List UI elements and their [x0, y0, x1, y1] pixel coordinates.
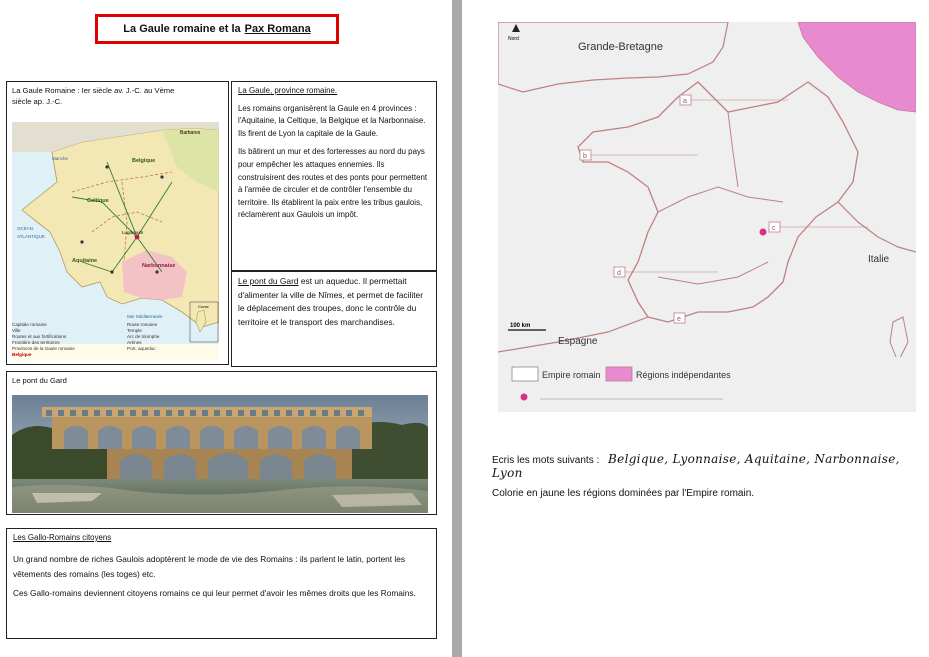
gaul-map-caption	[12, 85, 222, 107]
instruction-color: Colorie en jaune les régions dominées par l'Empire romain.	[492, 488, 755, 499]
scale-label: 100 km	[510, 323, 531, 329]
legend-right-3: Arènes	[127, 340, 142, 345]
letter-e: e	[677, 316, 681, 323]
map-label-ocean: OCÉAN	[17, 226, 34, 231]
title-text: La Gaule romaine et la	[123, 23, 241, 35]
north-label: Nord	[508, 36, 519, 42]
province-para-2: Ils bâtirent un mur et des forteresses au nord du pays pour empêcher les attaques ennemies. Ils construisirent des routes et des ponts pour permettent à l'armée de circuler et de contrôler l'ensemble du territoire. Ils établirent la paix entre les tribus gaulois, réclamèrent aux Gaulois un impôt.	[238, 147, 428, 220]
map-label-manche: Manche	[52, 156, 69, 161]
photo-caption: Le pont du Gard	[12, 376, 67, 385]
map-label-celtique: Celtique	[87, 198, 109, 204]
caption-line-2: siècle ap. J.-C.	[12, 97, 63, 106]
instruction-words: Belgique, Lyonnaise, Aquitaine, Narbonnaise, Lyon	[492, 452, 900, 480]
letter-c: c	[772, 225, 776, 232]
citizens-box	[6, 528, 437, 639]
label-italie: Italie	[868, 254, 890, 265]
map-label-lyon: Lugdunum	[122, 230, 144, 235]
province-box	[231, 81, 437, 271]
page-gutter	[452, 0, 462, 657]
legend-right-4: Port, aqueduc	[127, 346, 156, 351]
map-label-narbonnaise: Narbonnaise	[142, 263, 176, 269]
map-label-corse: Corse	[198, 304, 209, 309]
title-pax-romana: Pax Romana	[244, 23, 311, 35]
map-label-belgique: Belgique	[132, 158, 156, 164]
citizens-heading: Les Gallo-Romains citoyens	[13, 533, 112, 542]
pont-du-gard-photo	[12, 395, 428, 513]
legend-left-1: Ville	[12, 328, 21, 333]
pont-box	[231, 271, 437, 367]
caption-line-1: La Gaule Romaine : Ier siècle av. J.-C. au Vème	[12, 86, 175, 95]
gaul-map-box	[6, 81, 229, 365]
gaul-map-legend	[12, 322, 225, 362]
letter-b: b	[583, 153, 587, 160]
citizens-para-2: Ces Gallo-romains deviennent citoyens romains ce qui leur permet d'avoir les mêmes droits que les Romains.	[13, 587, 416, 598]
right-page	[462, 0, 929, 657]
map-label-aquitaine: Aquitaine	[72, 258, 98, 264]
lyon-marker	[760, 229, 767, 236]
legend-left-4: Provinces de la Gaule romaine	[12, 346, 75, 351]
legend-left-2: Routes et aux fortifications	[12, 334, 67, 339]
letter-a: a	[683, 98, 687, 105]
pont-text	[238, 275, 430, 329]
page-title	[95, 14, 339, 44]
pont-heading: Le pont du Gard	[238, 276, 299, 286]
instruction-write-label: Ecris les mots suivants :	[492, 455, 600, 466]
label-grande-bretagne: Grande-Bretagne	[578, 41, 663, 53]
legend-left-0: Capitale romaine	[12, 322, 47, 327]
legend-empire: Empire romain	[542, 370, 601, 380]
legend-left-3: Frontière des territoires	[12, 340, 60, 345]
legend-right-0: Route romaine	[127, 322, 158, 327]
province-para-1: Les romains organisèrent la Gaule en 4 provinces : l'Aquitaine, la Celtique, la Belgique et la Narbonnaise. Ils firent de Lyon la capitale de la Gaule.	[238, 103, 426, 138]
legend-right-2: Arc de triomphe	[127, 334, 160, 339]
map-label-mer: Mer Méditerranée	[127, 314, 163, 319]
left-page	[0, 0, 452, 657]
legend-belgique: Belgique	[12, 352, 32, 357]
province-heading: La Gaule, province romaine.	[238, 86, 338, 95]
legend-independent: Régions indépendantes	[636, 370, 731, 380]
photo-box	[6, 371, 437, 515]
map-label-barbares: Barbares	[180, 130, 201, 136]
map-label-atlantique: ATLANTIQUE	[17, 234, 45, 239]
instruction-write	[492, 452, 929, 480]
label-espagne: Espagne	[558, 336, 598, 347]
france-outline-map	[498, 22, 916, 412]
citizens-para-1: Un grand nombre de riches Gaulois adoptèrent le mode de vie des Romains : ils parlent le latin, portent les vêtements des romains (les toges) etc.	[13, 553, 406, 580]
pont-body: est un aqueduc. Il permettait d'alimenter la ville de Nîmes, et permet de faciliter le déplacement des troupes, donc le contrôle du territoire et le transport des marchandises.	[238, 276, 423, 327]
legend-right-1: Temple	[127, 328, 142, 333]
letter-d: d	[617, 270, 621, 277]
